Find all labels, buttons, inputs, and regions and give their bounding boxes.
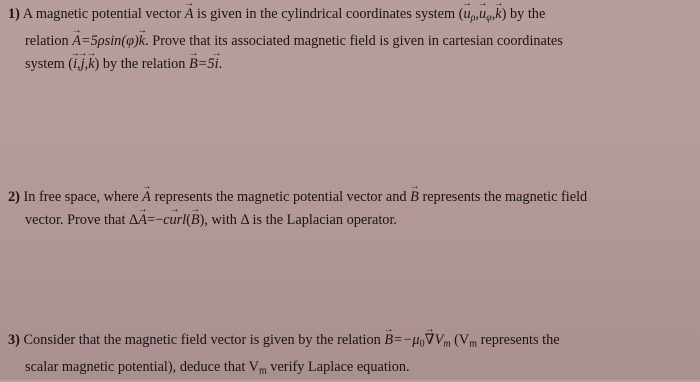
unit-vector-i: → i — [73, 53, 77, 76]
text: scalar magnetic potential), deduce that V — [25, 359, 259, 375]
vector-a: → A — [72, 30, 81, 53]
unit-vector-u: → u — [479, 3, 486, 26]
problem-1-line-2 — [8, 30, 690, 53]
text: (V — [451, 332, 470, 348]
text: =− — [147, 212, 163, 228]
text: A magnetic potential vector — [23, 6, 185, 22]
vector-b: → B — [410, 186, 419, 209]
text: In free space, where — [24, 189, 143, 205]
subscript-rho: ρ — [471, 13, 476, 24]
problem-number: 1) — [8, 6, 20, 22]
vector-b: → B — [191, 209, 200, 232]
problem-1-line-1 — [8, 3, 690, 30]
text: vector. Prove that Δ — [25, 212, 138, 228]
comma: , — [492, 6, 496, 22]
subscript-m: m — [443, 339, 450, 350]
curl-operator: → curl — [163, 209, 186, 232]
formula: =5 — [198, 56, 215, 72]
scalar-potential: V — [435, 332, 444, 348]
nabla-operator: → ∇ — [425, 329, 435, 352]
unit-vector-k: → k — [88, 53, 94, 76]
problem-1-line-3 — [8, 53, 690, 76]
text: represents the magnetic potential vector and — [151, 189, 410, 205]
problem-1 — [8, 3, 690, 76]
unit-vector-k: → k — [139, 30, 145, 53]
text: relation — [25, 33, 72, 49]
text: Consider that the magnetic field vector is given by the relation — [24, 332, 385, 348]
text: ), with Δ is the Laplacian operator. — [200, 212, 397, 228]
subscript-m: m — [469, 339, 477, 350]
comma: , — [475, 6, 479, 22]
problem-number: 2) — [8, 189, 20, 205]
text: represents the — [477, 332, 560, 348]
text: system ( — [25, 56, 73, 72]
unit-vector-i: → i — [215, 53, 219, 76]
unit-vector-j: → j — [81, 53, 85, 76]
vector-b: → B — [189, 53, 198, 76]
vector-a: → A — [185, 3, 194, 26]
problem-number: 3) — [8, 332, 20, 348]
problem-3-line-1 — [8, 329, 690, 356]
text: . Prove that its associated magnetic field is given in cartesian coordinates — [145, 33, 563, 49]
subscript-m: m — [259, 365, 267, 376]
subscript-zero: 0 — [420, 339, 425, 350]
formula: =−μ — [393, 332, 419, 348]
problem-2-line-1 — [8, 186, 690, 209]
unit-vector-u: → u — [463, 3, 470, 26]
text: ( — [186, 212, 191, 228]
text: ) by the — [502, 6, 546, 22]
text: represents the magnetic field — [419, 189, 587, 205]
subscript-phi: φ — [486, 13, 492, 24]
vector-a: → A — [138, 209, 147, 232]
comma: , — [85, 56, 89, 72]
unit-vector-k: → k — [495, 3, 501, 26]
text: verify Laplace equation. — [267, 359, 410, 375]
text: ) by the relation — [95, 56, 190, 72]
text: is given in the cylindrical coordinates system ( — [193, 6, 463, 22]
problem-2 — [8, 186, 690, 232]
formula: =5ρsin(φ) — [81, 33, 139, 49]
problem-2-line-2 — [8, 209, 690, 232]
problem-3 — [8, 329, 690, 382]
comma: , — [77, 56, 81, 72]
vector-b: → B — [384, 329, 393, 352]
vector-a: → A — [142, 186, 151, 209]
text: . — [219, 56, 223, 72]
problem-3-line-2 — [8, 356, 690, 382]
